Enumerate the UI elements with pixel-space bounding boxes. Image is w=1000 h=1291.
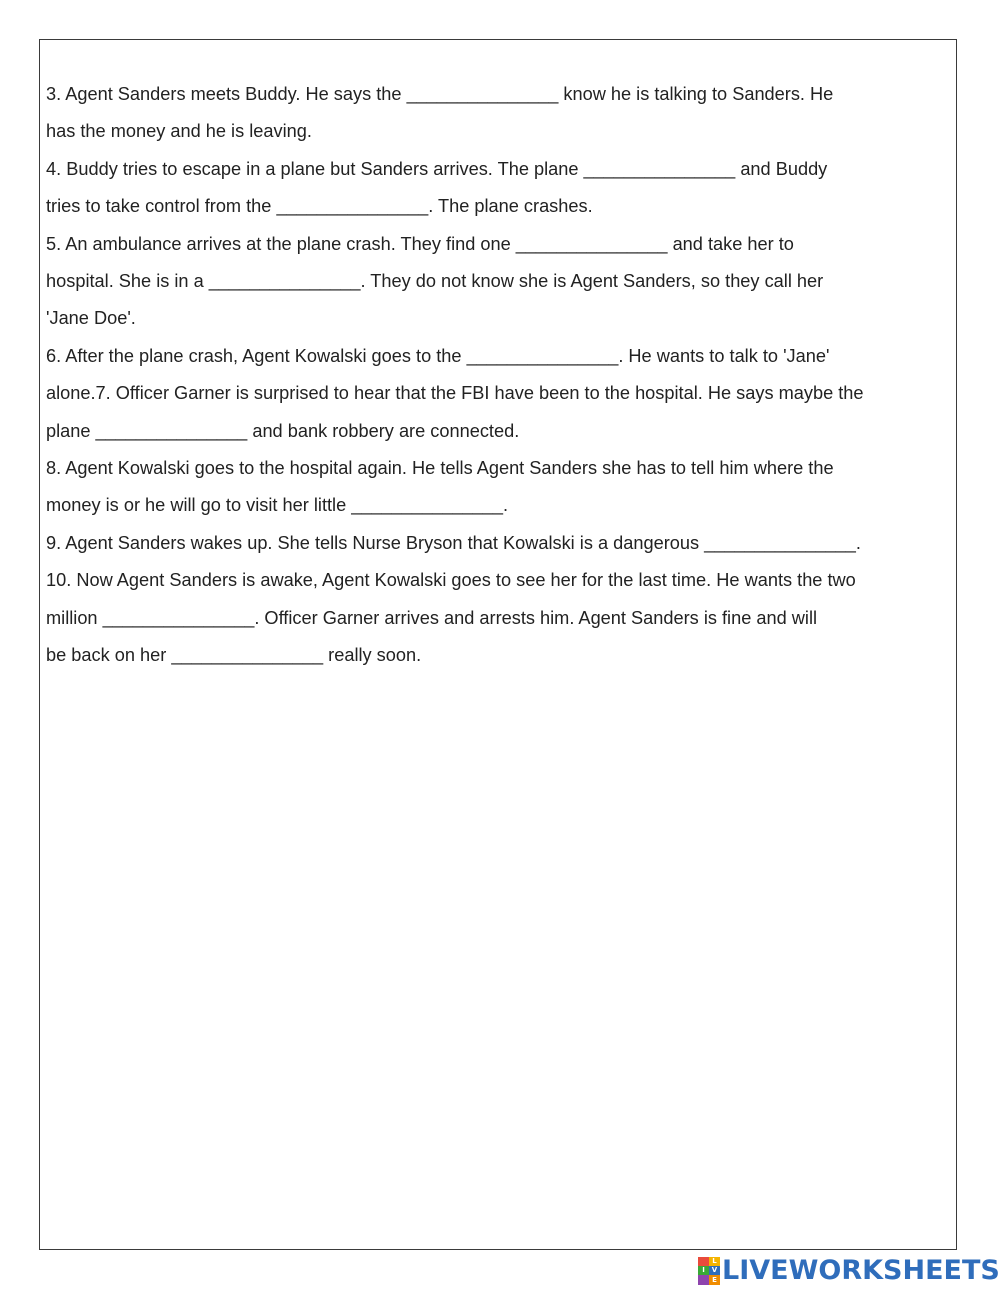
worksheet-line: alone.7. Officer Garner is surprised to hear that the FBI have been to the hospital. He says maybe the [46, 383, 864, 404]
worksheet-line: 10. Now Agent Sanders is awake, Agent Kowalski goes to see her for the last time. He wants the two [46, 570, 856, 591]
logo-cell: E [709, 1275, 720, 1285]
logo-cell: I [698, 1266, 709, 1275]
worksheet-line: hospital. She is in a _______________. They do not know she is Agent Sanders, so they call her [46, 271, 824, 292]
logo-cell [698, 1275, 709, 1285]
worksheet-line: million _______________. Officer Garner arrives and arrests him. Agent Sanders is fine and will [46, 607, 818, 628]
worksheet-line: be back on her _______________ really soon. [46, 645, 422, 666]
worksheet-line: 5. An ambulance arrives at the plane crash. They find one _______________ and take her to [46, 233, 794, 254]
liveworksheets-logo-icon [698, 1257, 720, 1285]
worksheet-line: 6. After the plane crash, Agent Kowalski goes to the _______________. He wants to talk to 'Jane' [46, 345, 830, 366]
worksheet-line: has the money and he is leaving. [46, 121, 312, 142]
worksheet-body [46, 76, 936, 675]
worksheet-line: tries to take control from the _______________. The plane crashes. [46, 196, 593, 217]
worksheet-line: 4. Buddy tries to escape in a plane but Sanders arrives. The plane _______________ and Buddy [46, 158, 828, 179]
logo-cell [698, 1257, 709, 1266]
worksheet-line: 'Jane Doe'. [46, 308, 136, 329]
brand-wordmark: LIVEWORKSHEETS [722, 1255, 1000, 1286]
worksheet-line: 8. Agent Kowalski goes to the hospital again. He tells Agent Sanders she has to tell him where the [46, 458, 834, 479]
worksheet-line: plane _______________ and bank robbery are connected. [46, 420, 520, 441]
worksheet-line: 3. Agent Sanders meets Buddy. He says the _______________ know he is talking to Sanders. He [46, 84, 834, 104]
worksheet-line: 9. Agent Sanders wakes up. She tells Nurse Bryson that Kowalski is a dangerous _______________. [46, 532, 861, 553]
liveworksheets-brand [698, 1254, 1000, 1288]
logo-cell: V [709, 1266, 720, 1275]
logo-cell: L [709, 1257, 720, 1266]
worksheet-line: money is or he will go to visit her little _______________. [46, 495, 509, 516]
